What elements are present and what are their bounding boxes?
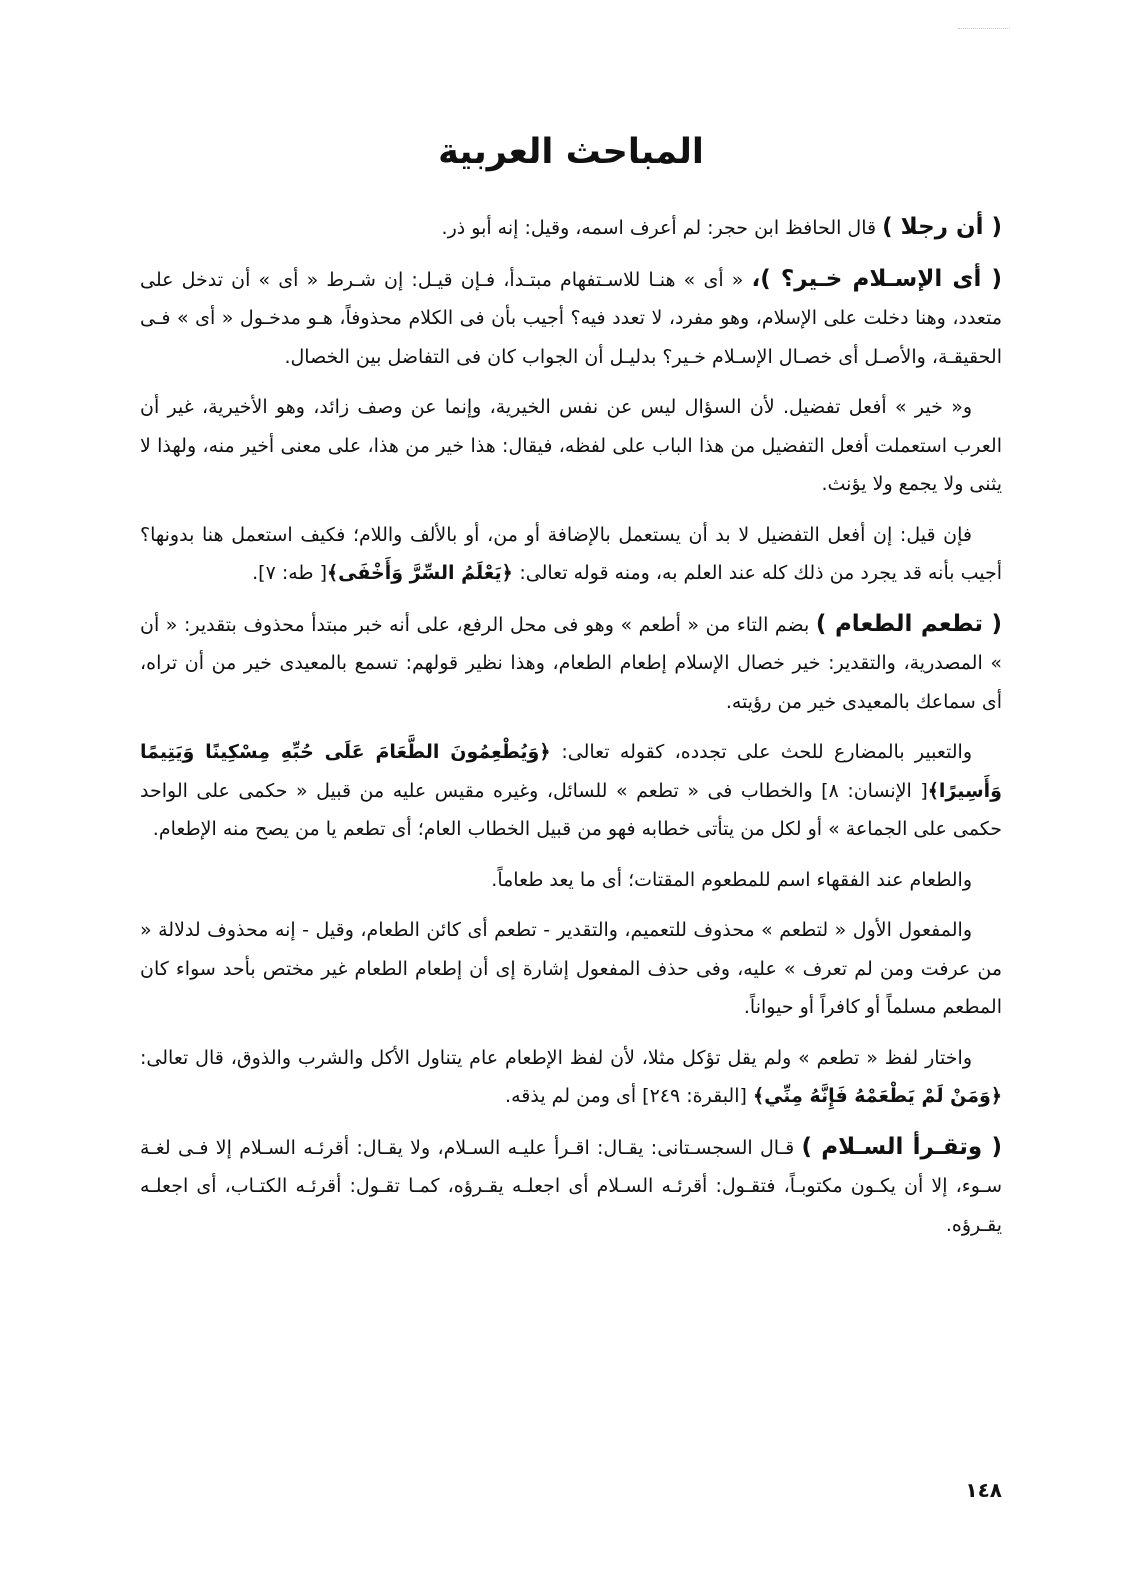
paragraph-1 [140, 208, 1002, 248]
paragraph-text: « أى » هنـا للاسـتفهام مبتـدأ، فـإن قيـل: إن شـرط « أى » أن تدخل على متعدد، وهنا دخلت على الإسلام، وهو مفرد، لا تعدد فيه؟ أجيب بأن فى الكلام محذوفاً، هـو مدخـول « أى » فـى الحقيقـة، والأصـل أى خصـال الإسـلام خـير؟ بدليـل أن الجواب كان فى التفاضل بين الخصال. [140, 268, 1002, 368]
paragraph-text: قـال السجسـتانى: يقـال: اقـرأ عليـه السـلام، ولا يقـال: أقرئـه السـلام إلا فـى لغـة سـوء، إلا أن يكـون مكتوبـاً، فتقـول: أقرئـه السـلام أى اجعلـه يقـرؤه، كمـا تقـول: أقرئـه الكتـاب، أى اجعلـه يقـرؤه. [140, 1136, 1002, 1236]
document-page [140, 0, 1002, 1576]
page-title: المباحث العربية [438, 132, 704, 172]
quran-quote: ﴿يَعْلَمُ السِّرَّ وَأَخْفَى﴾ [327, 562, 520, 584]
commentary-term: ( أن رجلا ) [882, 214, 1002, 240]
paragraph-8 [140, 911, 1002, 1027]
commentary-term: ( أى الإسـلام خـير؟ )، [751, 265, 1002, 292]
paragraph-text: واختار لفظ « تطعم » ولم يقل تؤكل مثلا، لأن لفظ الإطعام عام يتناول الأكل والشرب والذوق، قال تعالى: [140, 1046, 972, 1069]
quran-reference: [ طه: ٧]. [252, 562, 327, 584]
paragraph-text: والطعام عند الفقهاء اسم للمطعوم المقتات؛ أى ما يعد طعاماً. [491, 868, 972, 891]
paragraph-9 [140, 1039, 1002, 1116]
commentary-term: ( وتقـرأ السـلام ) [801, 1133, 1002, 1160]
paragraph-2 [140, 260, 1002, 377]
paragraph-7 [140, 861, 1002, 900]
paragraph-4 [140, 516, 1002, 593]
paragraph-text: قال الحافظ ابن حجر: لم أعرف اسمه، وقيل: إنه أبو ذر. [441, 217, 883, 239]
page-number: ١٤٨ [965, 1478, 1002, 1502]
commentary-term: ( تطعم الطعام ) [815, 610, 1002, 637]
paragraph-10 [140, 1128, 1002, 1245]
paragraph-text: والتعبير بالمضارع للحث على تجدده، كقوله تعالى: [561, 741, 973, 763]
paragraph-text: والمفعول الأول « لتطعم » محذوف للتعميم، والتقدير - تطعم أى كائن الطعام، وقيل - إنه محذوف لدلالة « من عرفت ومن لم تعرف » عليه، وفى حذف المفعول إشارة إى أن إطعام الطعام غير مختص بأحد سواء كان المطعم مسلماً أو كافراً أو حيواناً. [140, 919, 1002, 1018]
paragraph-6 [140, 733, 1002, 849]
paragraph-text: بضم التاء من « أطعم » وهو فى محل الرفع، على أنه خبر مبتدأ محذوف بتقدير: « أن » المصدرية، والتقدير: خير خصال الإسلام إطعام الطعام، وهذا نظير قولهم: تسمع بالمعيدى خير من أن تراه، أى سماعك بالمعيدى خير من رؤيته. [140, 613, 1002, 713]
paragraph-text: و« خير » أفعل تفضيل. لأن السؤال ليس عن نفس الخيرية، وإنما عن وصف زائد، وهو الأخيرية، غير أن العرب استعملت أفعل التفضيل من هذا الباب على لفظه، فيقال: هذا خير من هذا، على معنى أخير منه، ولهذا لا يثنى ولا يجمع ولا يؤنث. [140, 396, 1002, 495]
quran-quote: ﴿وَيُطْعِمُونَ الطَّعَامَ عَلَى حُبِّهِ مِسْكِينًا وَيَتِيمًا وَأَسِيرًا﴾ [140, 741, 1002, 802]
document-body [140, 208, 1002, 1256]
quran-reference: [البقرة: ٢٤٩] أى ومن لم يذقه. [505, 1085, 753, 1107]
paragraph-text: فإن قيل: إن أفعل التفضيل لا بد أن يستعمل بالإضافة أو من، أو بالألف واللام؛ فكيف استعمل هنا بدونها؟ أجيب بأنه قد يجرد من ذلك كله عند العلم به، ومنه قوله تعالى: [140, 523, 1002, 584]
quran-quote: ﴿وَمَنْ لَمْ يَطْعَمْهُ فَإِنَّهُ مِنِّي﴾ [752, 1085, 1002, 1107]
paragraph-5 [140, 605, 1002, 722]
quran-reference: [ الإنسان: ٨] والخطاب فى « تطعم » للسائل، وغيره مقيس عليه من قبيل « حكمى على الواحد حكمى على الجماعة » أو لكل من يتأتى خطابه فهو من قبيل الخطاب العام؛ أى تطعم يا من يصح منه الإطعام. [140, 779, 1002, 840]
paragraph-3 [140, 388, 1002, 504]
